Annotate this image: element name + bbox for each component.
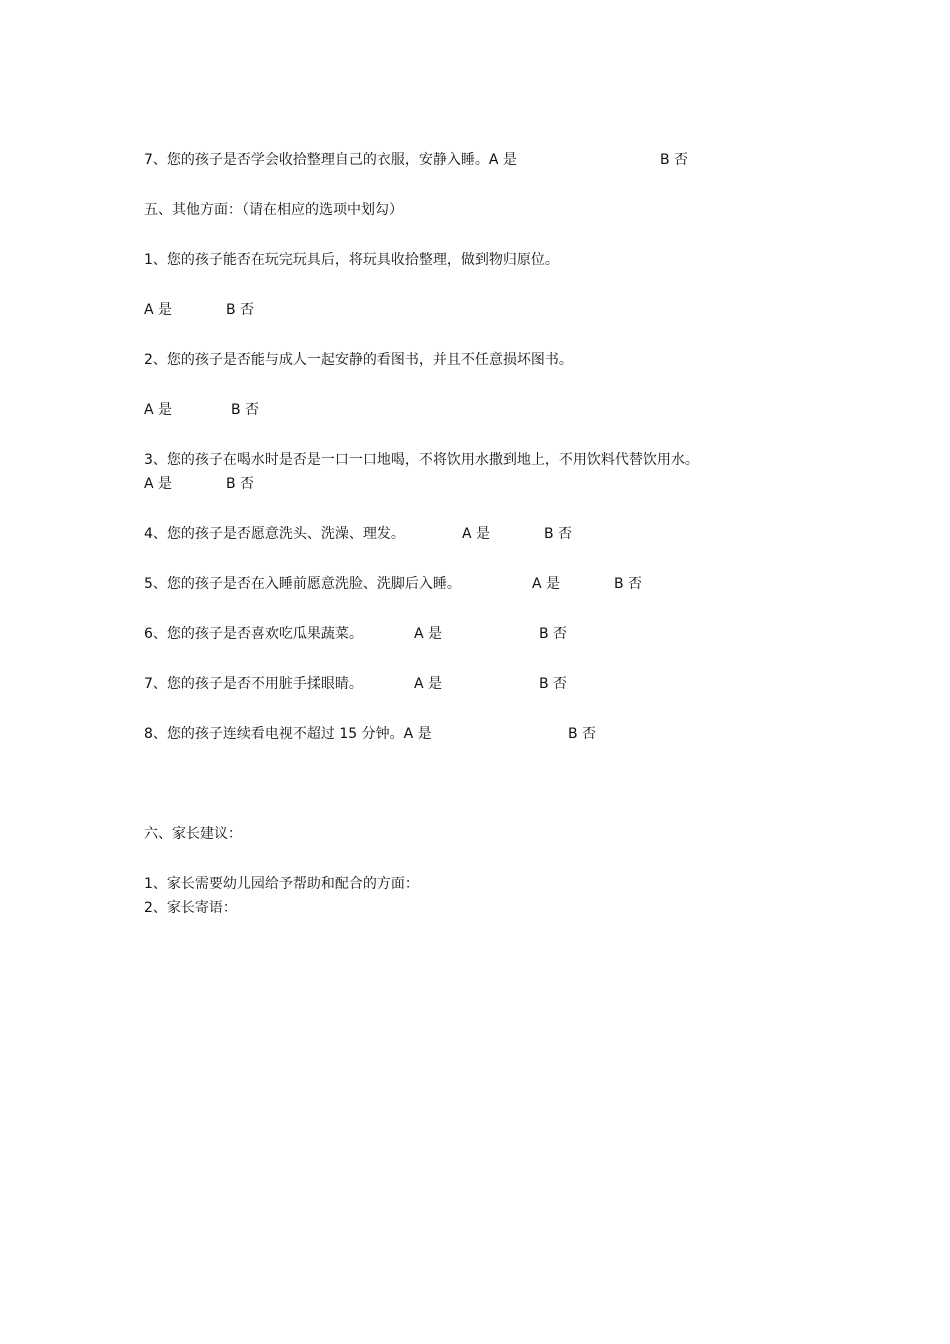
question-text: 7、您的孩子是否学会收拾整理自己的衣服，安静入睡。A 是	[144, 152, 517, 168]
option-b: B 否	[568, 726, 597, 742]
s6-item-2: 2、家长寄语：	[144, 900, 237, 916]
option-a: A 是	[144, 302, 173, 318]
option-b: B 否	[226, 302, 255, 318]
option-b: B 否	[614, 576, 643, 592]
option-b: B 否	[539, 676, 568, 692]
question-7-clothes	[144, 151, 517, 169]
s5-question-3: 3、您的孩子在喝水时是否是一口一口地喝，不将饮用水撒到地上，不用饮料代替饮用水。	[144, 452, 699, 468]
option-a: A 是	[414, 676, 443, 692]
s5-question-5: 5、您的孩子是否在入睡前愿意洗脸、洗脚后入睡。	[144, 576, 461, 592]
option-b: B 否	[231, 402, 260, 418]
s6-item-1: 1、家长需要幼儿园给予帮助和配合的方面：	[144, 876, 419, 892]
s5-question-8: 8、您的孩子连续看电视不超过 15 分钟。A 是	[144, 726, 432, 742]
option-b: B 否	[660, 152, 689, 168]
option-b: B 否	[544, 526, 573, 542]
option-a: A 是	[462, 526, 491, 542]
s5-question-1: 1、您的孩子能否在玩完玩具后，将玩具收拾整理，做到物归原位。	[144, 252, 559, 268]
s5-question-7: 7、您的孩子是否不用脏手揉眼睛。	[144, 676, 363, 692]
option-a: A 是	[144, 476, 173, 492]
section-5-title: 五、其他方面：（请在相应的选项中划勾）	[144, 202, 403, 218]
option-a: A 是	[144, 402, 173, 418]
option-b: B 否	[539, 626, 568, 642]
s5-question-4: 4、您的孩子是否愿意洗头、洗澡、理发。	[144, 526, 405, 542]
option-b: B 否	[226, 476, 255, 492]
s5-question-6: 6、您的孩子是否喜欢吃瓜果蔬菜。	[144, 626, 363, 642]
section-6-title: 六、家长建议：	[144, 826, 242, 842]
option-a: A 是	[532, 576, 561, 592]
s5-question-2: 2、您的孩子是否能与成人一起安静的看图书，并且不任意损坏图书。	[144, 352, 573, 368]
option-a: A 是	[414, 626, 443, 642]
